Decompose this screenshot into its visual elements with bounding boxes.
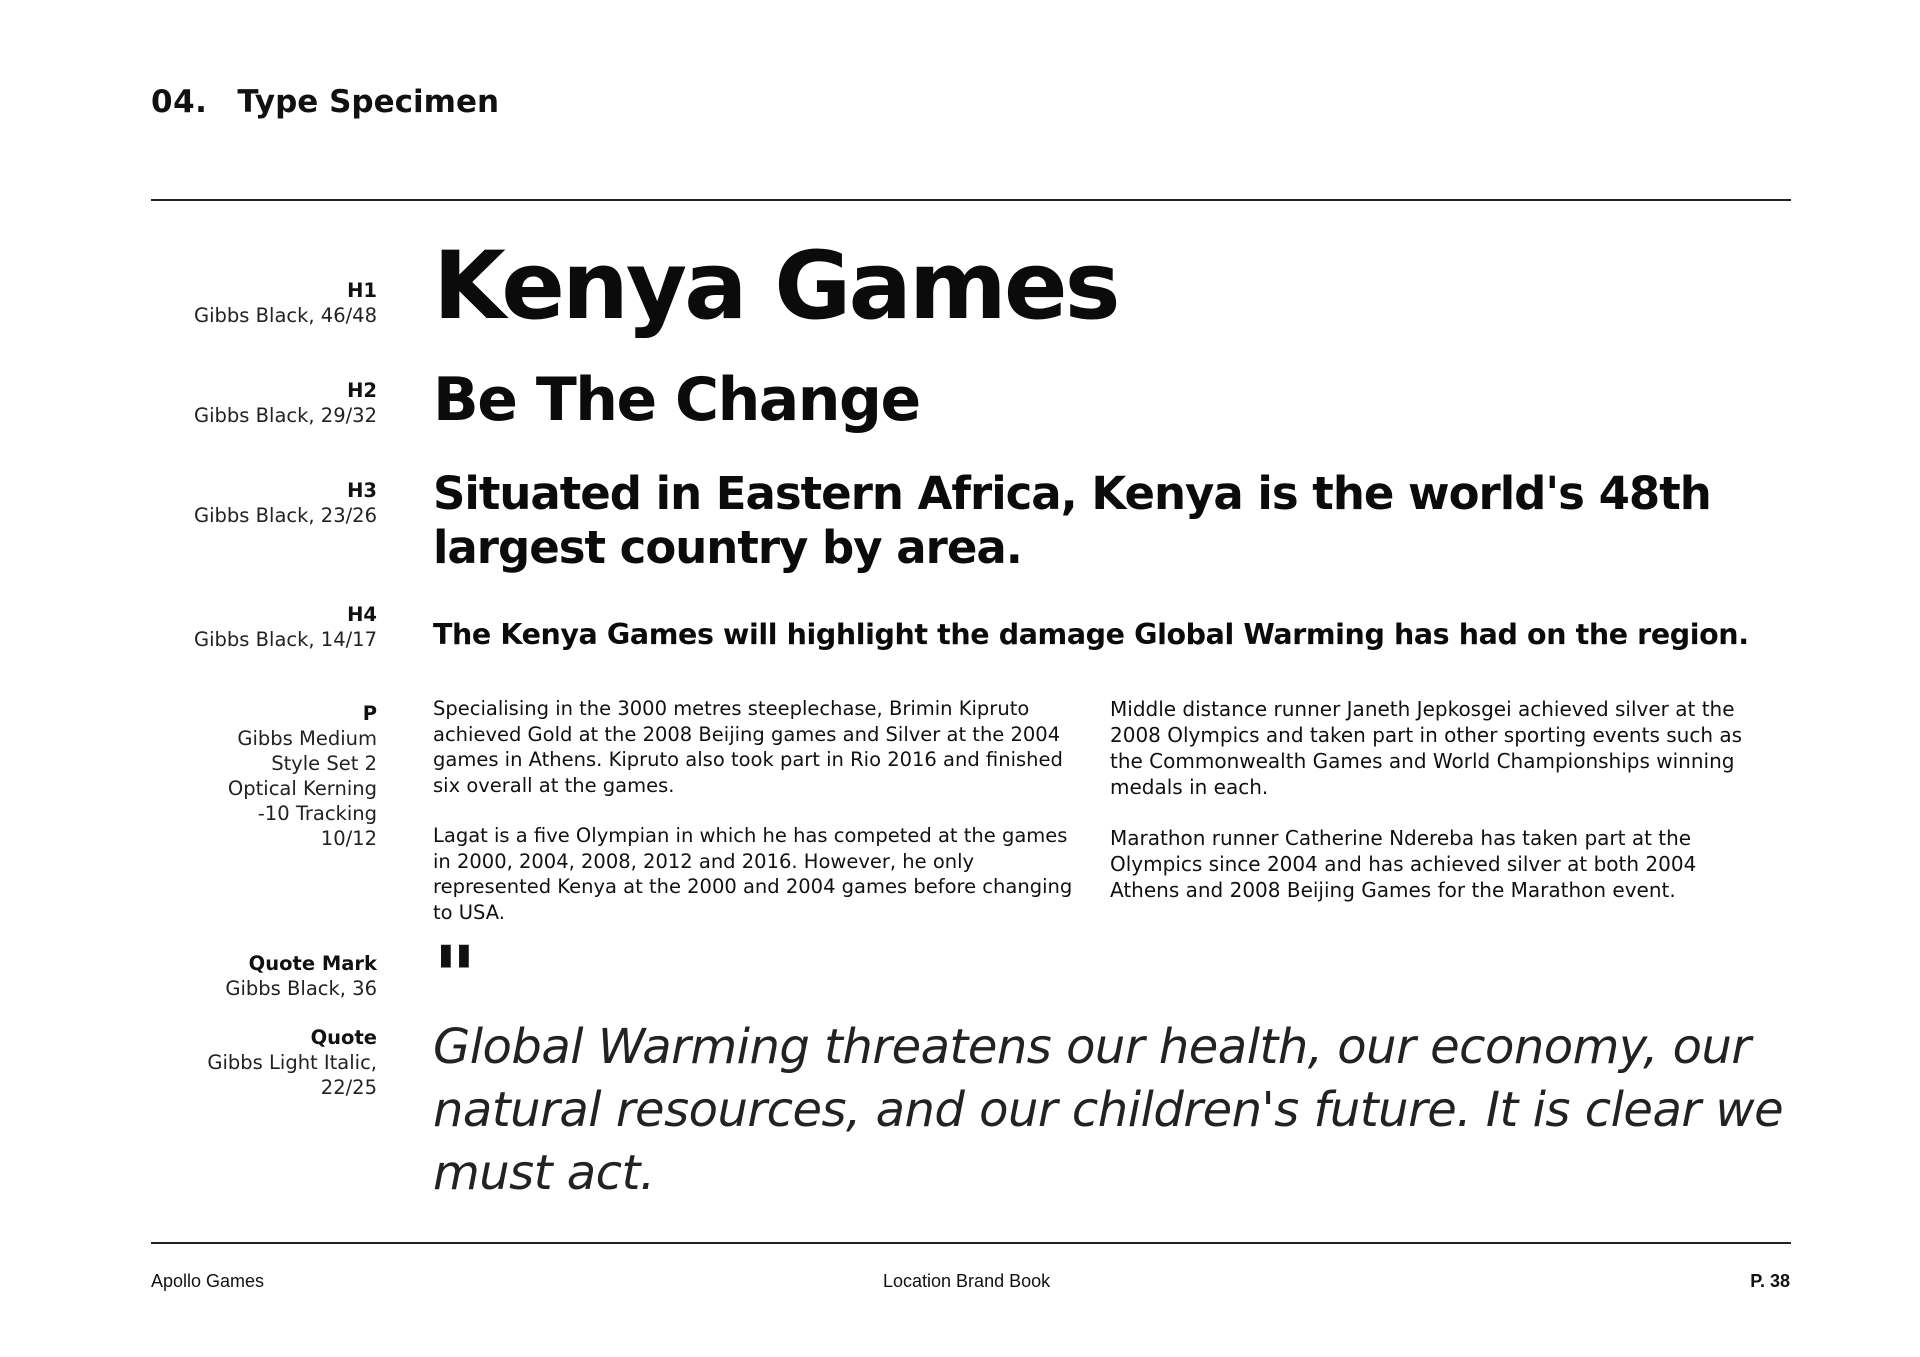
section-header: [151, 84, 499, 120]
spec-desc: Gibbs Black, 36: [225, 977, 377, 1000]
page-number: P. 38: [1750, 1271, 1790, 1291]
spec-desc: Gibbs Black, 23/26: [194, 504, 377, 527]
section-number: 04.: [151, 84, 208, 120]
spec-desc-line: Optical Kerning: [227, 777, 377, 800]
spec-tag: P: [362, 702, 377, 725]
paragraph-column-left: [433, 696, 1073, 950]
top-divider: [151, 199, 1791, 201]
spec-desc: Gibbs Black, 46/48: [194, 304, 377, 327]
sample-h2: Be The Change: [433, 365, 920, 435]
spec-tag: Quote: [310, 1026, 377, 1049]
sample-h4: The Kenya Games will highlight the damage Global Warming has had on the region.: [433, 618, 1749, 651]
spec-label-h3: [194, 478, 377, 528]
spec-label-h1: [194, 278, 377, 328]
footer-brand: Apollo Games: [151, 1271, 265, 1291]
pull-quote: Global Warming threatens our health, our economy, our natural resources, and our children's future. It is clear we must act.: [433, 1019, 1784, 1201]
body-paragraph: Middle distance runner Janeth Jepkosgei achieved silver at the 2008 Olympics and taken part in other sporting events such as the Commonwealth Games and World Championships winning medals in each.: [1110, 697, 1743, 799]
spec-tag: H2: [347, 379, 377, 402]
paragraph-column-right: [1110, 696, 1770, 928]
spec-tag: H4: [347, 603, 377, 626]
bottom-divider: [151, 1242, 1791, 1244]
body-paragraph: Specialising in the 3000 metres steeplechase, Brimin Kipruto achieved Gold at the 2008 Beijing games and Silver at the 2004 games in Athens. Kipruto also took part in Rio 2016 and finished six overall at the games.: [433, 697, 1063, 797]
quote-mark: ": [433, 928, 477, 1026]
spec-desc-line: Gibbs Medium: [237, 727, 377, 750]
spec-desc-line: Style Set 2: [271, 752, 377, 775]
spec-desc-line: -10 Tracking: [257, 802, 377, 825]
footer-document-title: Location Brand Book: [883, 1271, 1051, 1291]
spec-tag: Quote Mark: [248, 952, 377, 975]
spec-label-h2: [194, 378, 377, 428]
spec-desc: Gibbs Black, 29/32: [194, 404, 377, 427]
section-title: Type Specimen: [237, 84, 500, 120]
spec-desc-line: 22/25: [320, 1076, 377, 1099]
body-paragraph: Lagat is a five Olympian in which he has competed at the games in 2000, 2004, 2008, 2012 and 2016. However, he only represented Kenya at the 2000 and 2004 games before changing to USA.: [433, 824, 1073, 924]
spec-tag: H1: [347, 279, 377, 302]
spec-desc-line: 10/12: [320, 827, 377, 850]
spec-desc-line: Gibbs Light Italic,: [207, 1051, 377, 1074]
spec-tag: H3: [347, 479, 377, 502]
sample-h3: Situated in Eastern Africa, Kenya is the world's 48th largest country by area.: [433, 467, 1711, 574]
spec-desc: Gibbs Black, 14/17: [194, 628, 377, 651]
sample-h1: Kenya Games: [433, 232, 1118, 341]
spec-label-quote-mark: [225, 951, 377, 1001]
body-paragraph: Marathon runner Catherine Ndereba has taken part at the Olympics since 2004 and has achieved silver at both 2004 Athens and 2008 Beijing Games for the Marathon event.: [1110, 826, 1697, 902]
spec-label-p: [228, 701, 377, 851]
spec-label-h4: [194, 602, 377, 652]
spec-label-quote: [207, 1025, 377, 1100]
